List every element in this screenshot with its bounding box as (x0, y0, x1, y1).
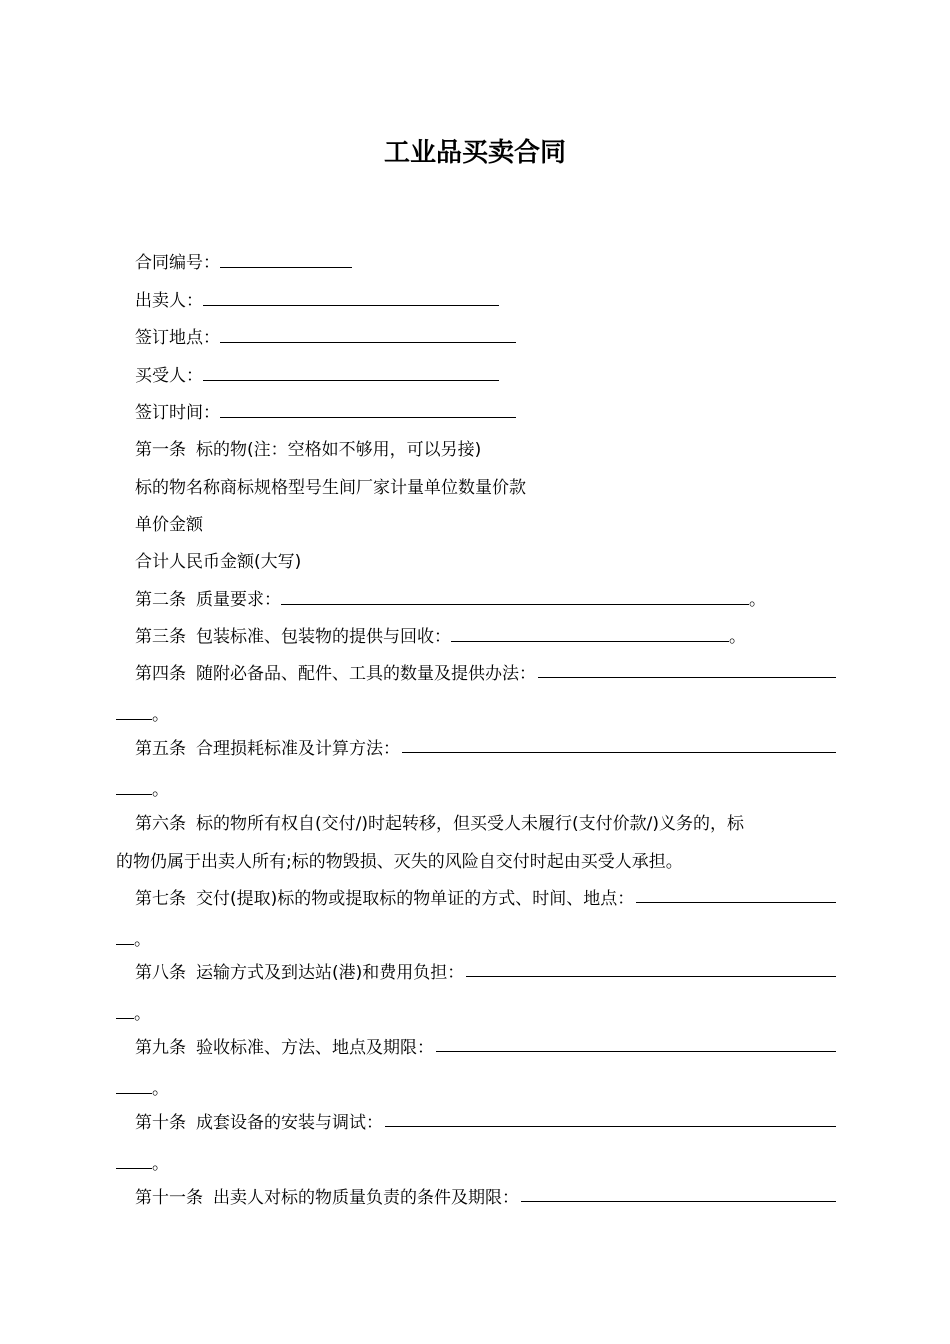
period-mark: 。 (152, 1154, 169, 1174)
article-text: 标的物所有权自(交付/)时起转移，但买受人未履行(支付价款/)义务的，标 (196, 814, 744, 834)
article-text: 合理损耗标准及计算方法： (196, 739, 400, 759)
period-mark: 。 (134, 930, 151, 950)
article-8-continuation (116, 1001, 836, 1027)
period-mark: 。 (152, 780, 169, 800)
inspection-blank[interactable] (436, 1035, 836, 1052)
field-contract-number (116, 250, 836, 276)
article-10-continuation (116, 1151, 836, 1177)
field-buyer (116, 363, 836, 389)
table-header-line-2: 单价金额 (135, 515, 203, 535)
field-signing-place (116, 325, 836, 351)
article-10 (116, 1110, 836, 1136)
article-number: 第十条 (135, 1113, 186, 1133)
article-number: 第六条 (135, 814, 186, 834)
article-4-continuation (116, 702, 836, 728)
field-label: 签订地点： (135, 328, 220, 348)
installation-blank[interactable] (385, 1110, 836, 1127)
loss-standard-blank[interactable] (402, 736, 836, 753)
field-label: 合同编号： (135, 253, 220, 273)
period-mark: 。 (729, 627, 746, 647)
article-text: 运输方式及到达站(港)和费用负担： (196, 963, 465, 983)
period-mark: 。 (152, 705, 169, 725)
article-number: 第一条 (135, 440, 186, 460)
field-label: 签订时间： (135, 403, 220, 423)
seller-blank[interactable] (203, 289, 499, 306)
article-7-continuation (116, 927, 836, 953)
table-header-line-1: 标的物名称商标规格型号生间厂家计量单位数量价款 (135, 478, 526, 498)
article-9-continuation (116, 1076, 836, 1102)
article-text: 质量要求： (196, 590, 281, 610)
transport-blank-end[interactable] (116, 1002, 134, 1019)
article-5-continuation (116, 777, 836, 803)
article-text: 交付(提取)标的物或提取标的物单证的方式、时间、地点： (196, 889, 635, 909)
quality-liability-blank[interactable] (521, 1185, 836, 1202)
article-4 (116, 661, 836, 687)
article-number: 第二条 (135, 590, 186, 610)
field-label: 买受人： (135, 366, 203, 386)
article-number: 第五条 (135, 739, 186, 759)
article-text: 出卖人对标的物质量负责的条件及期限： (213, 1188, 519, 1208)
article-6-continuation: 的物仍属于出卖人所有;标的物毁损、灭失的风险自交付时起由买受人承担。 (116, 852, 683, 872)
packaging-blank[interactable] (451, 625, 729, 642)
quality-blank[interactable] (281, 588, 749, 605)
signing-time-blank[interactable] (220, 401, 516, 418)
total-amount-line: 合计人民币金额(大写) (135, 552, 302, 572)
period-mark: 。 (749, 590, 766, 610)
article-text: 成套设备的安装与调试： (196, 1113, 383, 1133)
article-text: 随附必备品、配件、工具的数量及提供办法： (196, 664, 536, 684)
accessories-blank[interactable] (538, 661, 836, 678)
article-1 (116, 437, 836, 463)
article-text: 包装标准、包装物的提供与回收： (196, 627, 451, 647)
transport-blank[interactable] (466, 960, 836, 977)
article-number: 第四条 (135, 664, 186, 684)
article-number: 第七条 (135, 889, 186, 909)
inspection-blank-end[interactable] (116, 1077, 152, 1094)
contract-title: 工业品买卖合同 (383, 138, 566, 168)
article-11 (116, 1185, 836, 1211)
article-number: 第十一条 (135, 1188, 203, 1208)
article-7 (116, 886, 836, 912)
period-mark: 。 (152, 1079, 169, 1099)
article-number: 第九条 (135, 1038, 186, 1058)
article-6 (116, 811, 836, 837)
accessories-blank-end[interactable] (116, 703, 152, 720)
field-label: 出卖人： (135, 291, 203, 311)
field-seller (116, 288, 836, 314)
article-number: 第八条 (135, 963, 186, 983)
delivery-blank-end[interactable] (116, 928, 134, 945)
buyer-blank[interactable] (203, 364, 499, 381)
article-text: 标的物(注：空格如不够用，可以另接) (196, 440, 482, 460)
article-8 (116, 960, 836, 986)
loss-standard-blank-end[interactable] (116, 778, 152, 795)
article-5 (116, 736, 836, 762)
article-9 (116, 1035, 836, 1061)
article-3 (116, 624, 836, 650)
installation-blank-end[interactable] (116, 1152, 152, 1169)
signing-place-blank[interactable] (220, 326, 516, 343)
period-mark: 。 (134, 1004, 151, 1024)
contract-number-blank[interactable] (220, 251, 352, 268)
article-number: 第三条 (135, 627, 186, 647)
delivery-blank[interactable] (636, 886, 836, 903)
article-text: 验收标准、方法、地点及期限： (196, 1038, 434, 1058)
field-signing-time (116, 400, 836, 426)
article-2 (116, 587, 836, 613)
